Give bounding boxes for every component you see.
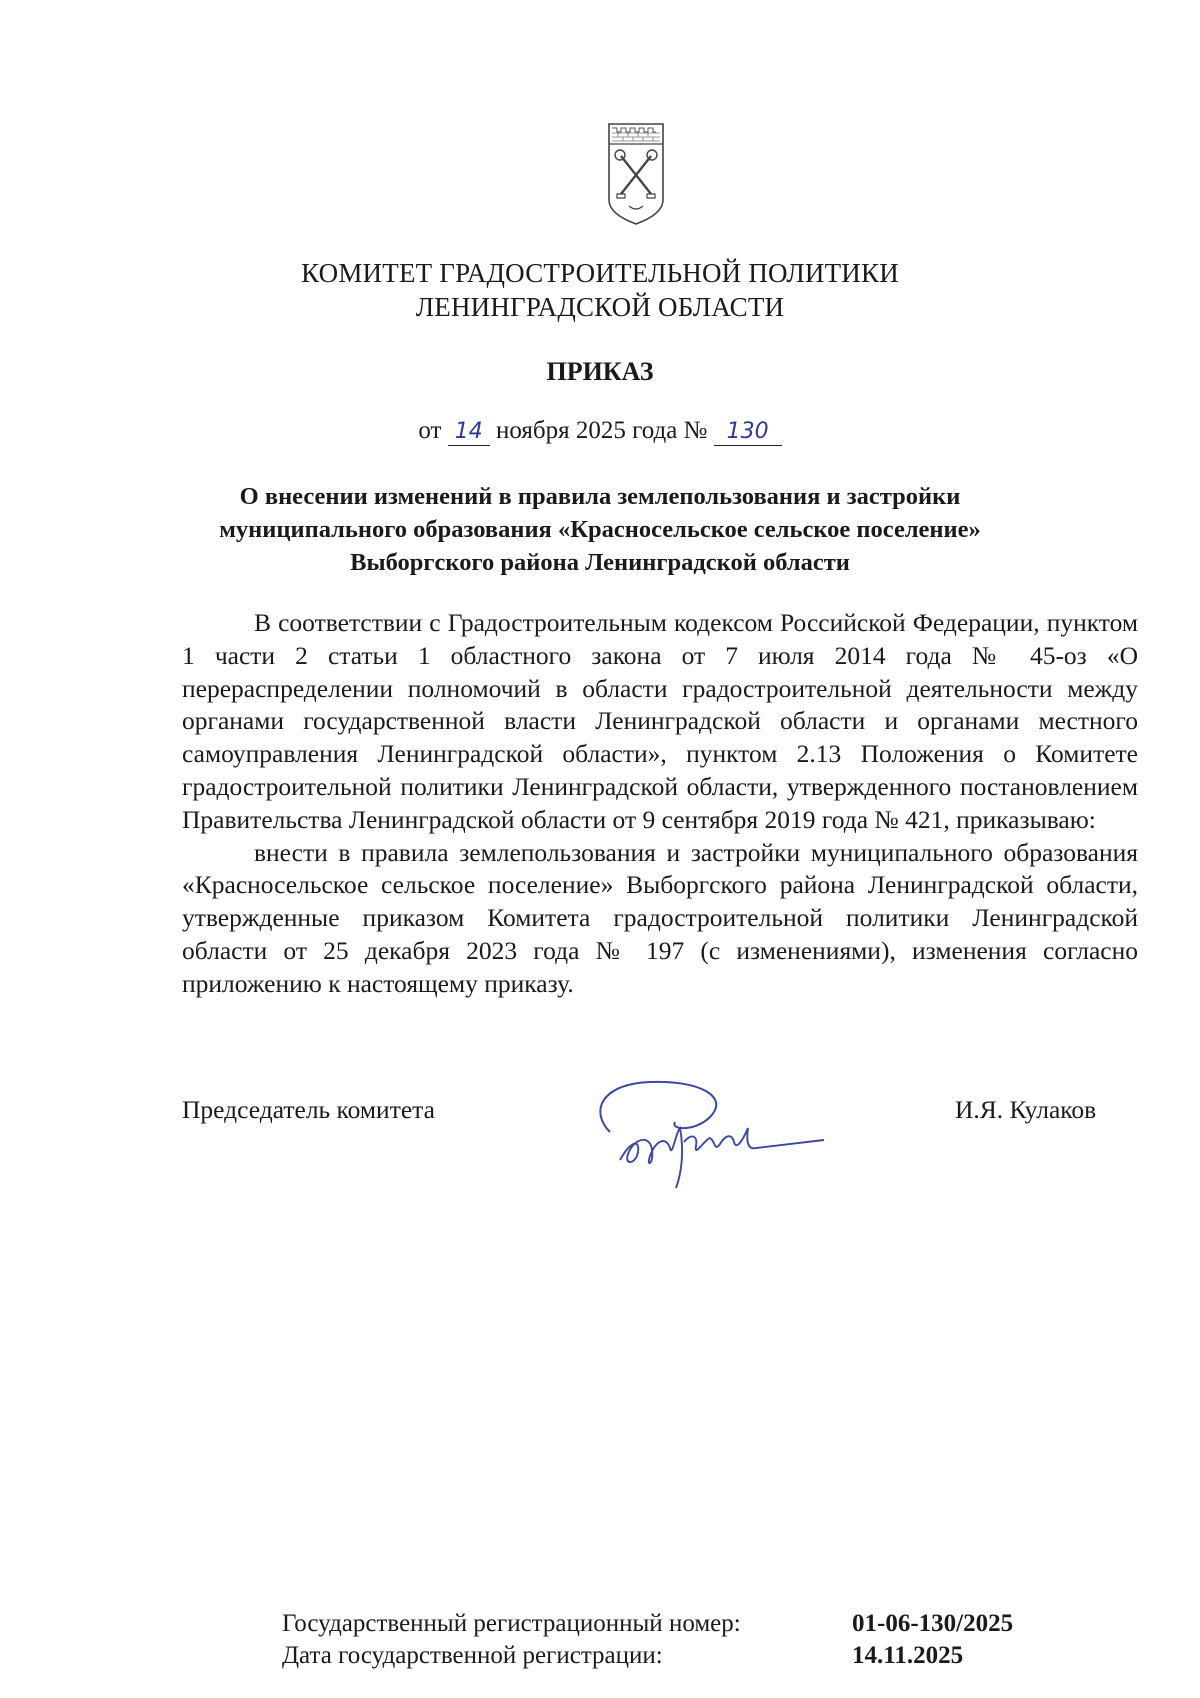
registration-number-label: Государственный регистрационный номер: <box>282 1610 741 1637</box>
registration-number-value: 01-06-130/2025 <box>852 1610 1014 1637</box>
body-paragraph-2: внести в правила землепользования и застройки муниципального образования «Красносельское сельское поселение» Выборгского района Ленинградской области, утвержденные приказом Комитета градостроительной политики Ленинградской области от 25 декабря 2023 года № 197 (с изменениями), изменения согласно приложению к настоящему приказу. <box>182 837 1138 998</box>
registration-date-value: 14.11.2025 <box>852 1642 964 1669</box>
title-line-2: муниципального образования «Красносельское сельское поселение» <box>219 516 981 543</box>
handwritten-day: 14 <box>448 419 490 446</box>
signer-name: И.Я. Кулаков <box>955 1095 1097 1124</box>
document-type: ПРИКАЗ <box>546 357 654 386</box>
order-body <box>182 607 1138 1001</box>
committee-name-line-2: ЛЕНИНГРАДСКОЙ ОБЛАСТИ <box>415 292 785 322</box>
committee-name-line-1: КОМИТЕТ ГРАДОСТРОИТЕЛЬНОЙ ПОЛИТИКИ <box>301 258 899 288</box>
date-number-line <box>0 417 1200 446</box>
signer-role: Председатель комитета <box>182 1095 435 1124</box>
date-prefix: от <box>418 417 442 444</box>
order-title <box>200 480 1000 579</box>
body-paragraph-1: В соответствии с Градостроительным кодексом Российской Федерации, пунктом 1 части 2 статьи 1 областного закона от 7 июля 2014 года № 45-оз «О перераспределении полномочий в области градостроительной деятельности между органами государственной власти Ленинградской области и органами местного самоуправления Ленинградской области», пунктом 2.13 Положения о Комитете градостроительной политики Ленинградской области, утвержденного постановлением Правительства Ленинградской области от 9 сентября 2019 года № 421, приказываю: <box>182 608 1138 834</box>
handwritten-number: 130 <box>714 419 782 446</box>
registration-date-label: Дата государственной регистрации: <box>282 1642 663 1669</box>
date-middle-text: ноября 2025 года № <box>495 417 708 444</box>
handwritten-signature <box>580 1072 840 1190</box>
title-line-1: О внесении изменений в правила землепользования и застройки <box>239 483 961 510</box>
coat-of-arms-emblem <box>607 122 665 226</box>
title-line-3: Выборгского района Ленинградской области <box>350 549 850 576</box>
